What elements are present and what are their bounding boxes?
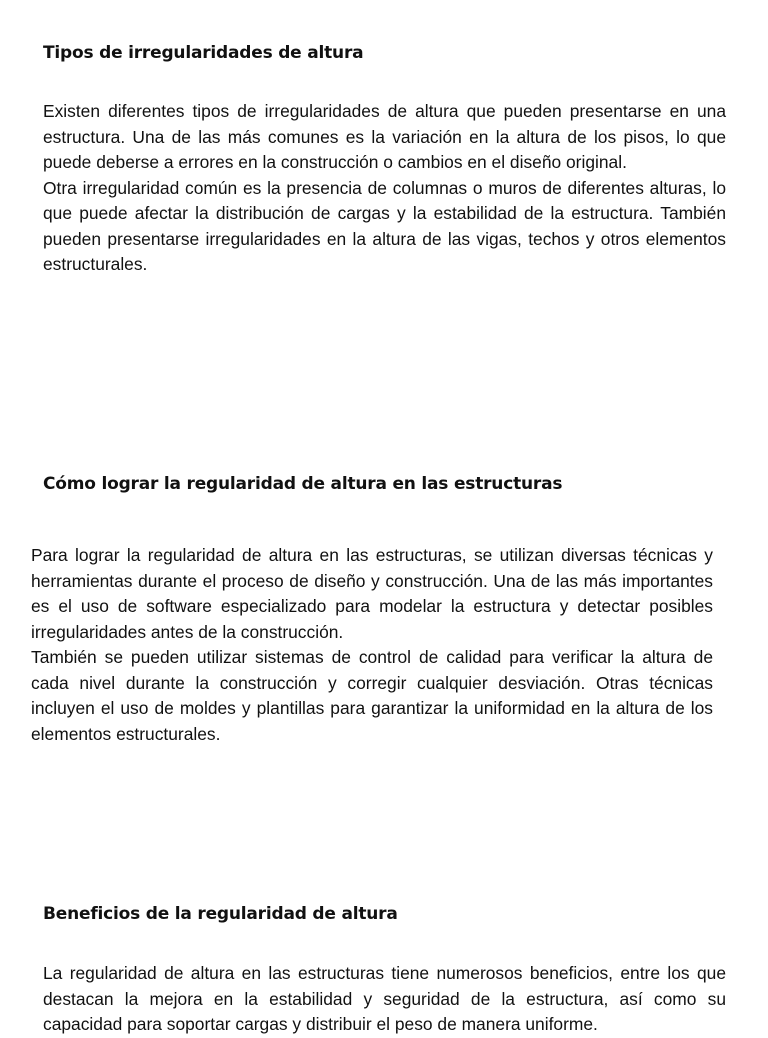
section-body-beneficios <box>43 961 726 1038</box>
paragraph: Existen diferentes tipos de irregularidades de altura que pueden presentarse en una estructura. Una de las más comunes es la variación en la altura de los pisos, lo que puede deberse a errores en la construcción o cambios en el diseño original. <box>43 101 726 172</box>
section-body-tipos <box>43 99 726 278</box>
paragraph: Otra irregularidad común es la presencia de columnas o muros de diferentes alturas, lo que puede afectar la distribución de cargas y la estabilidad de la estructura. También pueden presentarse irregularidades en la altura de las vigas, techos y otros elementos estructurales. <box>43 177 726 274</box>
paragraph: Para lograr la regularidad de altura en las estructuras, se utilizan diversas técnicas y herramientas durante el proceso de diseño y construcción. Una de las más importantes es el uso de software especializado para modelar la estructura y detectar posibles irregularidades antes de la construcción. <box>31 545 713 642</box>
section-heading-beneficios: Beneficios de la regularidad de altura <box>43 904 398 924</box>
paragraph: También se pueden utilizar sistemas de control de calidad para verificar la altura de cada nivel durante la construcción y corregir cualquier desviación. Otras técnicas incluyen el uso de moldes y plantillas para garantizar la uniformidad en la altura de los elementos estructurales. <box>31 647 713 744</box>
section-heading-tipos: Tipos de irregularidades de altura <box>43 43 364 63</box>
paragraph: La regularidad de altura en las estructuras tiene numerosos beneficios, entre los que destacan la mejora en la estabilidad y seguridad de la estructura, así como su capacidad para soportar cargas y distribuir el peso de manera uniforme. <box>43 963 726 1034</box>
section-body-como-lograr <box>31 543 713 747</box>
section-heading-como-lograr: Cómo lograr la regularidad de altura en las estructuras <box>43 474 563 494</box>
